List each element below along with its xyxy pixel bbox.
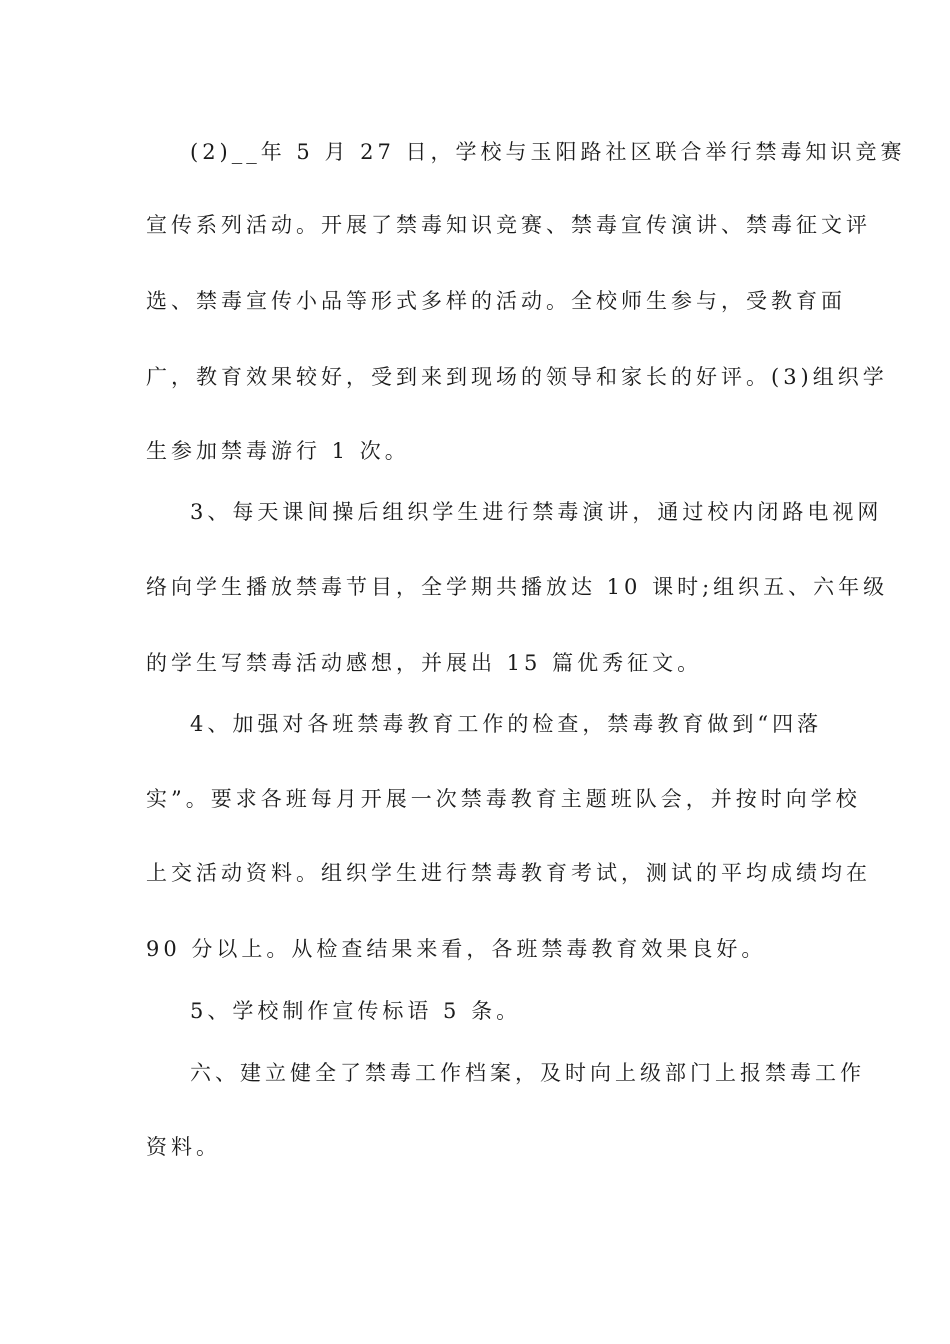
paragraph-line: 5、学校制作宣传标语 5 条。 — [190, 999, 522, 1023]
paragraph-line: 络向学生播放禁毒节目，全学期共播放达 10 课时;组织五、六年级 — [146, 575, 889, 599]
paragraph-line: 实”。要求各班每月开展一次禁毒教育主题班队会，并按时向学校 — [146, 787, 861, 811]
paragraph-line: 4、加强对各班禁毒教育工作的检查，禁毒教育做到“四落 — [190, 712, 823, 736]
paragraph-line: 六、建立健全了禁毒工作档案，及时向上级部门上报禁毒工作 — [190, 1061, 865, 1085]
paragraph-line: 3、每天课间操后组织学生进行禁毒演讲，通过校内闭路电视网 — [190, 500, 883, 524]
paragraph-line: 宣传系列活动。开展了禁毒知识竞赛、禁毒宣传演讲、禁毒征文评 — [146, 213, 871, 237]
paragraph-line: 90 分以上。从检查结果来看，各班禁毒教育效果良好。 — [146, 937, 767, 961]
paragraph-line: (2)__年 5 月 27 日，学校与玉阳路社区联合举行禁毒知识竞赛 — [190, 140, 906, 164]
paragraph-line: 资料。 — [146, 1135, 221, 1159]
paragraph-line: 广，教育效果较好，受到来到现场的领导和家长的好评。(3)组织学 — [146, 365, 888, 389]
paragraph-line: 选、禁毒宣传小品等形式多样的活动。全校师生参与，受教育面 — [146, 289, 846, 313]
paragraph-line: 生参加禁毒游行 1 次。 — [146, 439, 410, 463]
paragraph-line: 上交活动资料。组织学生进行禁毒教育考试，测试的平均成绩均在 — [146, 861, 871, 885]
paragraph-line: 的学生写禁毒活动感想，并展出 15 篇优秀征文。 — [146, 651, 703, 675]
